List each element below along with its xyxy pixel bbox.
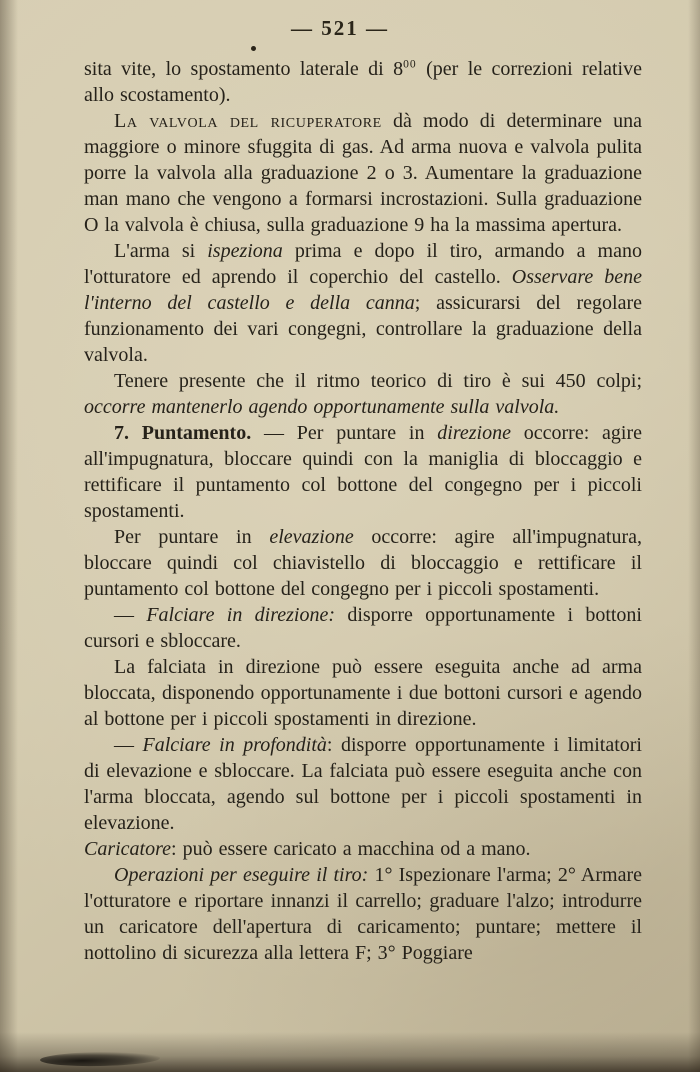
text-segment: occorre mantenerlo agendo opportunamente sulla valvola.	[84, 396, 560, 418]
text-segment: : disporre opportunamente i limitatori di elevazione e sbloccare. La falciata può essere eseguita anche con l'arma bloccata, agendo sul bottone per i piccoli spostamenti in elevazione.	[84, 734, 642, 834]
text-segment: —	[114, 734, 143, 756]
text-segment: prima e dopo il tiro, armando a mano l'otturatore ed aprendo il coperchio del castello.	[84, 240, 642, 288]
paragraph	[84, 602, 642, 654]
text-segment: Osservare bene l'interno del castello e della canna	[84, 266, 642, 314]
text-segment: La valvola del ricuperatore	[114, 110, 382, 132]
text-segment: 00	[403, 57, 417, 71]
page-bottom-shadow	[0, 1032, 700, 1072]
page-gutter-shadow	[0, 0, 18, 1072]
page-text	[84, 56, 642, 966]
text-segment: (per le correzioni relative allo scostamento).	[84, 58, 642, 106]
text-segment: La falciata in direzione può essere eseguita anche ad arma bloccata, disponendo opportunamente i due bottoni cursori e agendo al bottone per i piccoli spostamenti in direzione.	[84, 656, 642, 730]
page-number: — 521 —	[291, 16, 389, 40]
paragraph	[84, 108, 642, 238]
text-segment: Tenere presente che il ritmo teorico di tiro è sui 450 colpi;	[114, 370, 642, 392]
text-segment: Falciare in direzione:	[146, 604, 335, 626]
text-segment: direzione	[437, 422, 511, 444]
text-segment: dà modo di determinare una maggiore o minore sfuggita di gas. Ad arma nuova e valvola pulita porre la valvola alla graduazione 2 o 3. Aumentare la graduazione man mano che vengono a formarsi incrostazioni. Sulla graduazione O la valvola è chiusa, sulla graduazione 9 ha la massima apertura.	[84, 110, 642, 236]
text-segment: Falciare in profondità	[142, 734, 327, 756]
page-edge-shadow	[688, 0, 700, 1072]
paragraph	[84, 368, 642, 420]
text-segment: 7. Puntamento.	[114, 422, 252, 444]
text-segment: Per puntare in	[114, 526, 270, 548]
paragraph	[84, 524, 642, 602]
text-segment: —	[114, 604, 147, 626]
paragraph	[84, 420, 642, 524]
paragraph	[84, 654, 642, 732]
text-segment: occorre: agire all'impugnatura, bloccare quindi col chiavistello di bloccaggio e rettificare il puntamento col bottone del congegno per i piccoli spostamenti.	[84, 526, 642, 600]
ink-speck	[251, 46, 256, 51]
paragraph	[84, 732, 642, 836]
text-segment: disporre opportunamente i bottoni cursori e sbloccare.	[84, 604, 642, 652]
text-segment: 1° Ispezionare l'arma; 2° Armare l'otturatore e riportare innanzi il carrello; graduare l'alzo; introdurre un caricatore dell'apertura di caricamento; puntare; mettere il nottolino di sicurezza alla lettera F; 3° Poggiare	[84, 864, 642, 964]
text-segment: sita vite, lo spostamento laterale di 8	[84, 58, 404, 80]
text-segment: Caricatore	[84, 838, 172, 860]
paragraph	[84, 238, 642, 368]
text-segment: : può essere caricato a macchina od a mano.	[171, 838, 531, 860]
paragraph	[84, 836, 642, 862]
text-segment: — Per puntare in	[251, 422, 438, 444]
text-segment: Operazioni per eseguire il tiro:	[114, 864, 369, 886]
text-segment: ispeziona	[207, 240, 283, 262]
text-segment: elevazione	[269, 526, 354, 548]
text-segment: L'arma si	[114, 240, 208, 262]
paragraph	[84, 862, 642, 966]
scan-corner-mark	[40, 1051, 160, 1067]
text-segment: ; assicurarsi del regolare funzionamento dei vari congegni, controllare la graduazione della valvola.	[84, 292, 642, 366]
text-segment: occorre: agire all'impugnatura, bloccare quindi con la maniglia di bloccaggio e rettificare il puntamento col bottone del congegno per i piccoli spostamenti.	[84, 422, 642, 522]
paragraph	[84, 56, 642, 108]
